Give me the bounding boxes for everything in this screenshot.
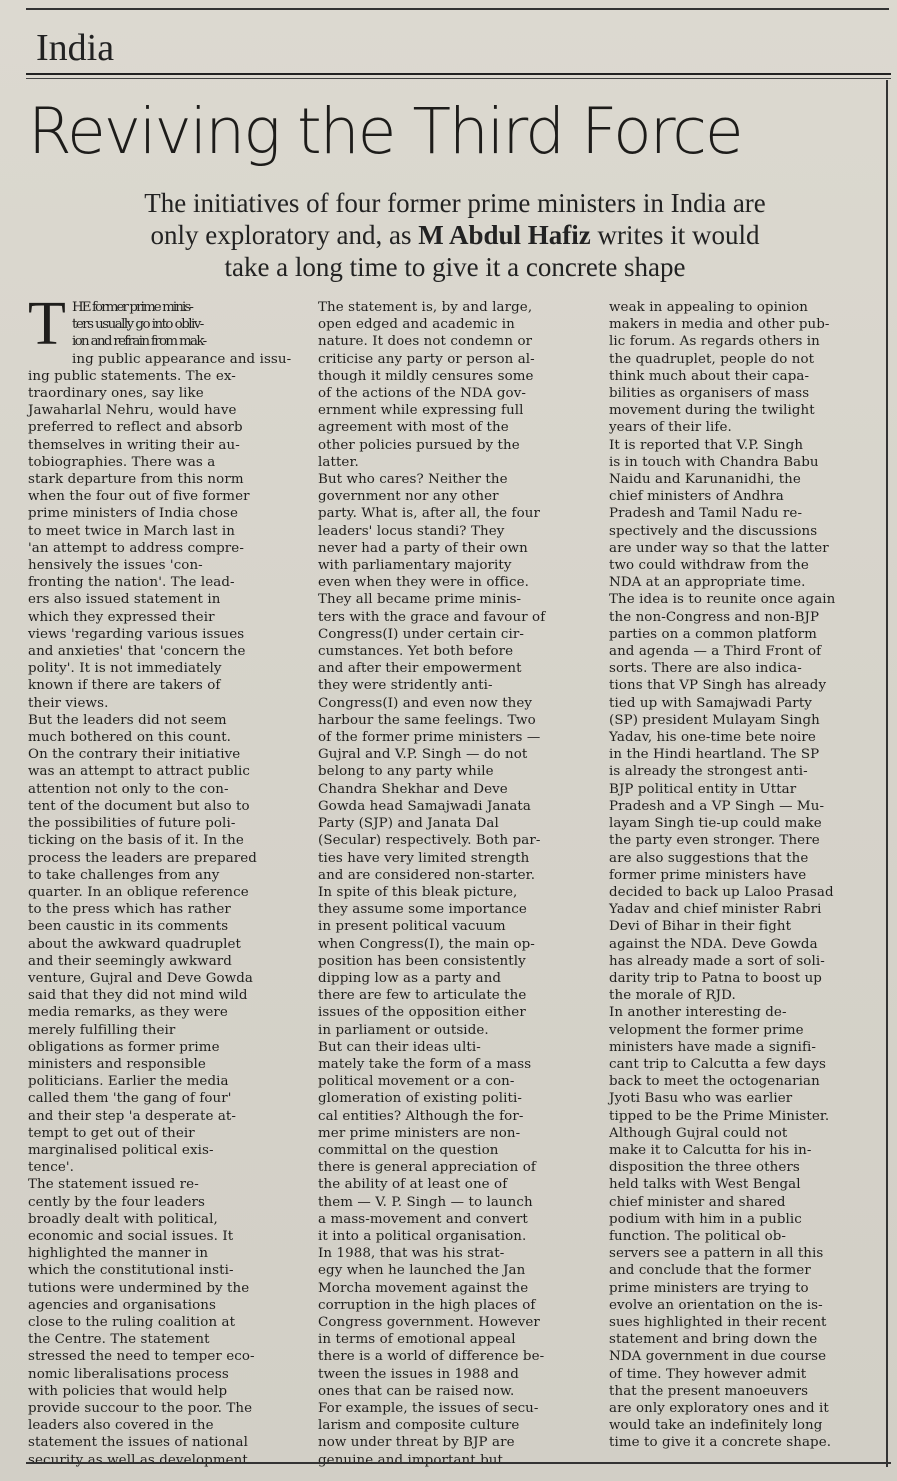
text-line: Naidu and Karunanidhi, the [609,472,801,488]
text-line: it into a political organisation. [318,1228,527,1244]
text-line: and anxieties' that 'concern the [28,644,246,660]
text-line: criticise any party or person al- [318,351,535,367]
text-line: agencies and organisations [28,1297,216,1313]
text-line: tempt to get out of their [28,1125,195,1141]
text-line: said that they did not mind wild [28,988,248,1004]
byline-author: M Abdul Hafiz [418,220,591,250]
text-line: would take an indefinitely long [609,1418,823,1434]
text-line: But the leaders did not seem [28,712,227,728]
headline: Reviving the Third Force [28,95,742,168]
text-line: polity'. It is not immediately [28,661,222,677]
text-line: with parliamentary majority [318,558,512,574]
text-line: against the NDA. Deve Gowda [609,936,818,952]
text-line: cumstances. Yet both before [318,644,514,660]
text-line: belong to any party while [318,764,494,780]
text-line: corruption in the high places of [318,1297,536,1313]
text-line: ters usually go into obliv- [71,317,203,333]
text-line: in the Hindi heartland. The SP [609,747,820,763]
text-line: and conclude that the former [609,1263,811,1279]
text-line: sorts. There are also indica- [609,661,802,677]
text-line: mer prime ministers are non- [318,1125,521,1141]
text-line: they assume some importance [318,902,527,918]
text-line: 'an attempt to address compre- [28,540,244,556]
deck-line-3: take a long time to give it a concrete shape [224,252,686,282]
text-line: prime ministers are trying to [609,1280,809,1296]
text-line: open edged and academic in [318,317,515,333]
text-line: marginalised political exis- [28,1142,214,1158]
text-line: former prime ministers have [609,867,807,883]
text-line: even when they were in office. [318,575,530,591]
text-line: when Congress(I), the main op- [318,936,535,952]
section-rule-thin [26,78,891,79]
text-line: ones that can be raised now. [318,1383,515,1399]
text-line: that the present manoeuvers [609,1383,809,1399]
text-line: obligations as former prime [28,1039,220,1055]
text-line: Yadav and chief minister Rabri [609,902,822,918]
drop-cap: T [28,290,66,358]
text-line: podium with him in a public [609,1211,802,1227]
text-line: think much about their capa- [609,368,810,384]
text-line: tween the issues in 1988 and [318,1366,519,1382]
text-line: HE former prime minis- [71,300,193,315]
text-line: stressed the need to temper eco- [28,1349,255,1365]
text-line: held talks with West Bengal [609,1177,801,1193]
text-line: the morale of RJD. [609,988,736,1004]
text-line: of time. They however admit [609,1366,807,1382]
text-line: of the actions of the NDA gov- [318,386,526,402]
text-line: never had a party of their own [318,540,528,556]
text-line: ters with the grace and favour of [318,609,546,625]
text-line: called them 'the gang of four' [28,1091,232,1107]
text-line: was an attempt to attract public [28,764,251,780]
text-line: Jawaharlal Nehru, would have [28,403,237,419]
text-line: lic forum. As regards others in [609,334,820,350]
text-line: cant trip to Calcutta a few days [609,1056,827,1072]
text-line: are also suggestions that the [609,850,809,866]
article-column-1 [28,290,296,1469]
text-line: is in touch with Chandra Babu [609,454,819,470]
text-line: the possibilities of future poli- [28,816,236,832]
text-line: Devi of Bihar in their fight [609,919,792,935]
text-line: venture, Gujral and Deve Gowda [28,970,253,986]
text-line: makers in media and other pub- [609,317,830,333]
text-line: hensively the issues 'con- [28,558,203,574]
text-line: of the former prime ministers — [318,730,541,746]
text-line: and their step 'a desperate at- [28,1108,237,1124]
text-line: BJP political entity in Uttar [609,781,797,797]
text-line: with policies that would help [28,1383,228,1399]
text-line: the non-Congress and non-BJP [609,609,820,625]
text-line: in present political vacuum [318,919,506,935]
text-line: has already made a sort of soli- [609,953,825,969]
text-line: NDA at an appropriate time. [609,575,806,591]
text-line: Yadav, his one-time bete noire [609,730,816,746]
text-line: them — V. P. Singh — to launch [318,1194,533,1210]
text-line: bilities as organisers of mass [609,386,810,402]
text-line: tions that VP Singh has already [609,678,827,694]
text-line: ion and refrain from mak- [71,334,206,350]
text-line: prime ministers of India chose [28,506,238,522]
text-line: two could withdraw from the [609,558,809,574]
text-line: make it to Calcutta for his in- [609,1142,812,1158]
article-column-3 [609,299,882,1452]
text-line: statement the issues of national [28,1435,249,1451]
text-line: in terms of emotional appeal [318,1332,516,1348]
text-line: much bothered on this count. [28,730,232,746]
text-line: other policies pursued by the [318,437,520,453]
deck-line-2 [30,219,880,251]
text-line: sues highlighted in their recent [609,1314,827,1330]
text-line: NDA government in due course [609,1349,827,1365]
right-column-rule [886,80,888,1467]
text-line: ing public statements. The ex- [28,368,236,384]
text-line: disposition the three others [609,1160,800,1176]
text-line: The statement issued re- [28,1177,199,1193]
text-line: though it mildly censures some [318,368,534,384]
article-column-2 [318,299,586,1469]
text-line: and after their empowerment [318,661,522,677]
text-line: For example, the issues of secu- [318,1401,539,1416]
text-line: committal on the question [318,1142,499,1158]
text-line: Gujral and V.P. Singh — do not [318,747,528,763]
text-line: tutions were undermined by the [28,1280,250,1296]
text-line: latter. [318,454,359,470]
text-line: spectively and the discussions [609,523,818,539]
text-line: The statement is, by and large, [318,300,533,315]
text-line: about the awkward quadruplet [28,936,242,952]
top-rule [26,8,889,10]
text-line: is already the strongest anti- [609,764,808,780]
text-line: cal entities? Although the for- [318,1108,524,1124]
text-line: to take challenges from any [28,867,220,883]
text-line: and agenda — a Third Front of [609,644,822,660]
text-line: party. What is, after all, the four [318,506,541,522]
text-line: ers also issued statement in [28,592,221,608]
text-line: Pradesh and a VP Singh — Mu- [609,798,825,814]
text-line: cently by the four leaders [28,1194,205,1210]
text-line: are only exploratory ones and it [609,1401,829,1416]
text-line: dipping low as a party and [318,970,502,986]
bottom-rule [26,1462,891,1464]
text-line: time to give it a concrete shape. [609,1435,832,1451]
text-line: government nor any other [318,489,499,505]
text-line: mately take the form of a mass [318,1056,532,1072]
text-line: evolve an orientation on the is- [609,1297,823,1313]
text-line: there is a world of difference be- [318,1349,545,1365]
text-line: process the leaders are prepared [28,850,257,866]
text-line: and their seemingly awkward [28,953,232,969]
text-line: fronting the nation'. The lead- [28,575,235,591]
text-line: traordinary ones, say like [28,386,204,402]
text-line: Jyoti Basu who was earlier [609,1091,793,1107]
text-line: velopment the former prime [609,1022,804,1038]
text-line: But can their ideas ulti- [318,1039,481,1055]
text-line: weak in appealing to opinion [609,300,808,315]
text-line: movement during the twilight [609,403,815,419]
text-line: Congress government. However [318,1314,540,1330]
text-line: They all became prime minis- [318,592,522,608]
text-line: attention not only to the con- [28,781,229,797]
text-line: there is general appreciation of [318,1160,536,1176]
text-line: the quadruplet, people do not [609,351,815,367]
text-line: back to meet the octogenarian [609,1074,820,1090]
text-line: harbour the same feelings. Two [318,712,536,728]
text-line: statement and bring down the [609,1332,818,1348]
text-line: Chandra Shekhar and Deve [318,781,508,797]
text-line: known if there are takers of [28,678,221,694]
text-line: tipped to be the Prime Minister. [609,1108,830,1124]
deck [30,187,880,283]
text-line: Congress(I) under certain cir- [318,626,525,642]
text-line: (Secular) respectively. Both par- [318,833,541,849]
text-line: Although Gujral could not [609,1125,788,1141]
text-line: themselves in writing their au- [28,437,240,453]
text-line: to meet twice in March last in [28,523,236,539]
text-line: Gowda head Samajwadi Janata [318,798,531,814]
text-line: they were stridently anti- [318,678,493,694]
text-line: leaders' locus standi? They [318,523,505,539]
text-line: views 'regarding various issues [28,626,245,642]
text-line: issues of the opposition either [318,1005,526,1021]
text-line: highlighted the manner in [28,1246,209,1262]
text-line: chief ministers of Andhra [609,489,784,505]
text-line: ticking on the basis of it. In the [28,833,244,849]
deck-text: only exploratory and, as [150,220,419,250]
text-line: which they expressed their [28,609,215,625]
text-line: In spite of this bleak picture, [318,884,518,900]
text-line: which the constitutional insti- [28,1263,234,1279]
text-line: the Centre. The statement [28,1332,210,1348]
text-line: politicians. Earlier the media [28,1074,229,1090]
text-line: political movement or a con- [318,1074,515,1090]
text-line: servers see a pattern in all this [609,1246,824,1262]
text-line: decided to back up Laloo Prasad [609,884,834,900]
text-line: now under threat by BJP are [318,1435,515,1451]
text-line: darity trip to Patna to boost up [609,970,822,986]
text-line: Congress(I) and even now they [318,695,533,711]
text-line: Morcha movement against the [318,1280,529,1296]
text-line: a mass-movement and convert [318,1211,528,1227]
text-line: in parliament or outside. [318,1022,489,1038]
text-line: position has been consistently [318,953,526,969]
text-line: ties have very limited strength [318,850,530,866]
text-line: their views. [28,695,109,711]
text-line: tobiographies. There was a [28,454,216,470]
text-line: leaders also covered in the [28,1418,214,1434]
text-line: parties on a common platform [609,626,817,642]
text-line: Pradesh and Tamil Nadu re- [609,506,803,522]
text-line: larism and composite culture [318,1418,520,1434]
text-line: genuine and important but [318,1452,503,1468]
text-line: close to the ruling coalition at [28,1314,236,1330]
text-line: media remarks, as they were [28,1005,228,1021]
text-line: provide succour to the poor. The [28,1401,253,1416]
text-line: been caustic in its comments [28,919,229,935]
text-line: chief minister and shared [609,1194,786,1210]
text-line: stark departure from this norm [28,472,244,488]
text-line: ministers have made a signifi- [609,1039,817,1055]
text-line: merely fulfilling their [28,1022,176,1038]
text-line: Party (SJP) and Janata Dal [318,816,499,832]
text-line: nomic liberalisations process [28,1366,229,1382]
text-line: glomeration of existing politi- [318,1091,523,1107]
text-line: tied up with Samajwadi Party [609,695,812,711]
text-line: years of their life. [609,420,732,436]
text-line: economic and social issues. It [28,1228,234,1244]
text-line: there are few to articulate the [318,988,527,1004]
section-rule [26,73,891,75]
text-line: tent of the document but also to [28,798,250,814]
deck-line-1: The initiatives of four former prime ministers in India are [144,188,766,218]
text-line: The idea is to reunite once again [609,592,836,608]
text-line: the party even stronger. There [609,833,820,849]
text-line: ing public appearance and issu- [71,351,292,367]
text-line: nature. It does not condemn or [318,334,533,350]
text-line: layam Singh tie-up could make [609,816,822,832]
text-line: the ability of at least one of [318,1177,508,1193]
text-line: and are considered non-starter. [318,867,536,883]
text-line: It is reported that V.P. Singh [609,437,804,453]
text-line: when the four out of five former [28,489,250,505]
text-line: agreement with most of the [318,420,509,436]
text-line: But who cares? Neither the [318,472,508,488]
text-line: quarter. In an oblique reference [28,884,249,900]
text-line: In 1988, that was his strat- [318,1246,505,1262]
text-line: function. The political ob- [609,1228,787,1244]
text-line: In another interesting de- [609,1005,787,1021]
text-line: ministers and responsible [28,1056,206,1072]
text-line: to the press which has rather [28,902,231,918]
text-line: are under way so that the latter [609,540,829,556]
text-line: egy when he launched the Jan [318,1263,526,1279]
section-label: India [36,27,115,69]
text-line: On the contrary their initiative [28,747,241,763]
text-line: ernment while expressing full [318,403,524,419]
text-line: security as well as development. [28,1452,253,1468]
text-line: preferred to reflect and absorb [28,420,243,436]
text-line: broadly dealt with political, [28,1211,218,1227]
text-line: (SP) president Mulayam Singh [609,712,820,728]
deck-text: writes it would [590,220,760,250]
text-line: tence'. [28,1160,74,1176]
